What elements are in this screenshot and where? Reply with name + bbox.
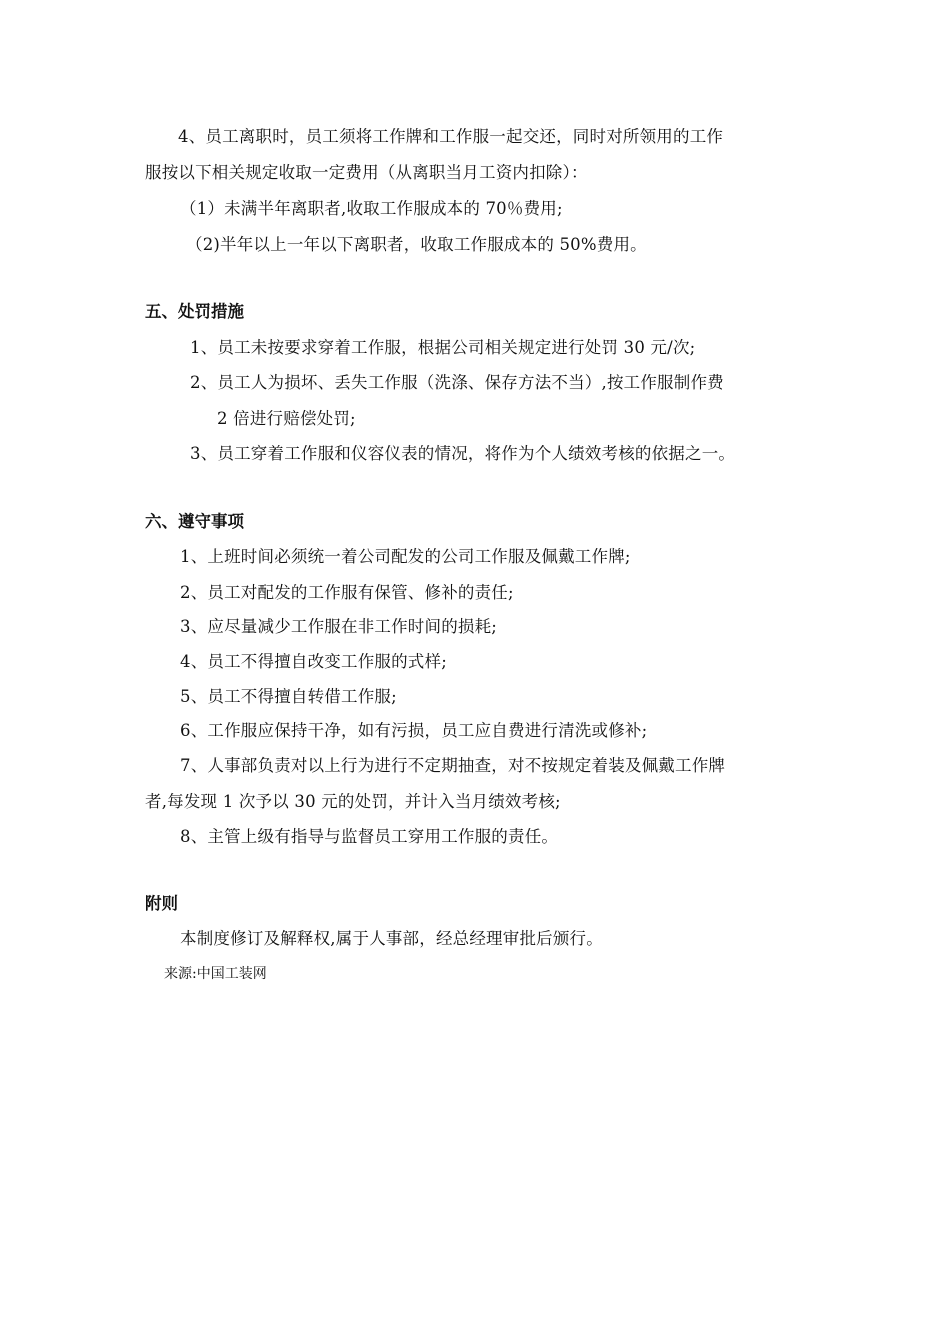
section6-item7-line1: 7、人事部负责对以上行为进行不定期抽查，对不按规定着装及佩戴工作牌: [180, 756, 726, 775]
section4-item4-line2: 服按以下相关规定收取一定费用（从离职当月工资内扣除）：: [145, 163, 588, 182]
appendix-title: 附则: [145, 894, 178, 913]
section5-title: 五、处罚措施: [145, 302, 244, 321]
section5-item3: 3、员工穿着工作服和仪容仪表的情况，将作为个人绩效考核的依据之一。: [190, 444, 736, 463]
section6-item5: 5、员工不得擅自转借工作服;: [180, 687, 397, 706]
section4-sub2: （2)半年以上一年以下离职者，收取工作服成本的 50%费用。: [186, 235, 647, 254]
source-note: 来源:中国工装网: [164, 966, 267, 982]
appendix-text: 本制度修订及解释权,属于人事部，经总经理审批后颁行。: [180, 929, 603, 948]
section6-item2: 2、员工对配发的工作服有保管、修补的责任;: [180, 583, 514, 602]
section6-item6: 6、工作服应保持干净，如有污损，员工应自费进行清洗或修补;: [180, 721, 648, 740]
section6-item3: 3、应尽量减少工作服在非工作时间的损耗;: [180, 617, 498, 636]
section5-item1: 1、员工未按要求穿着工作服，根据公司相关规定进行处罚 30 元/次;: [190, 338, 696, 357]
section6-item8: 8、主管上级有指导与监督员工穿用工作服的责任。: [180, 827, 559, 846]
section6-item1: 1、上班时间必须统一着公司配发的公司工作服及佩戴工作牌;: [180, 547, 631, 566]
section4-item4-line1: 4、员工离职时，员工须将工作牌和工作服一起交还，同时对所领用的工作: [178, 127, 724, 146]
section6-title: 六、遵守事项: [145, 512, 244, 531]
section4-sub1: （1）未满半年离职者,收取工作服成本的 70％费用;: [180, 199, 563, 218]
section5-item2-line1: 2、员工人为损坏、丢失工作服（洗涤、保存方法不当）,按工作服制作费: [190, 373, 724, 392]
section5-item2-line2: 2 倍进行赔偿处罚;: [217, 409, 356, 428]
section6-item7-line2: 者,每发现 1 次予以 30 元的处罚，并计入当月绩效考核;: [145, 792, 561, 811]
section6-item4: 4、员工不得擅自改变工作服的式样;: [180, 652, 447, 671]
